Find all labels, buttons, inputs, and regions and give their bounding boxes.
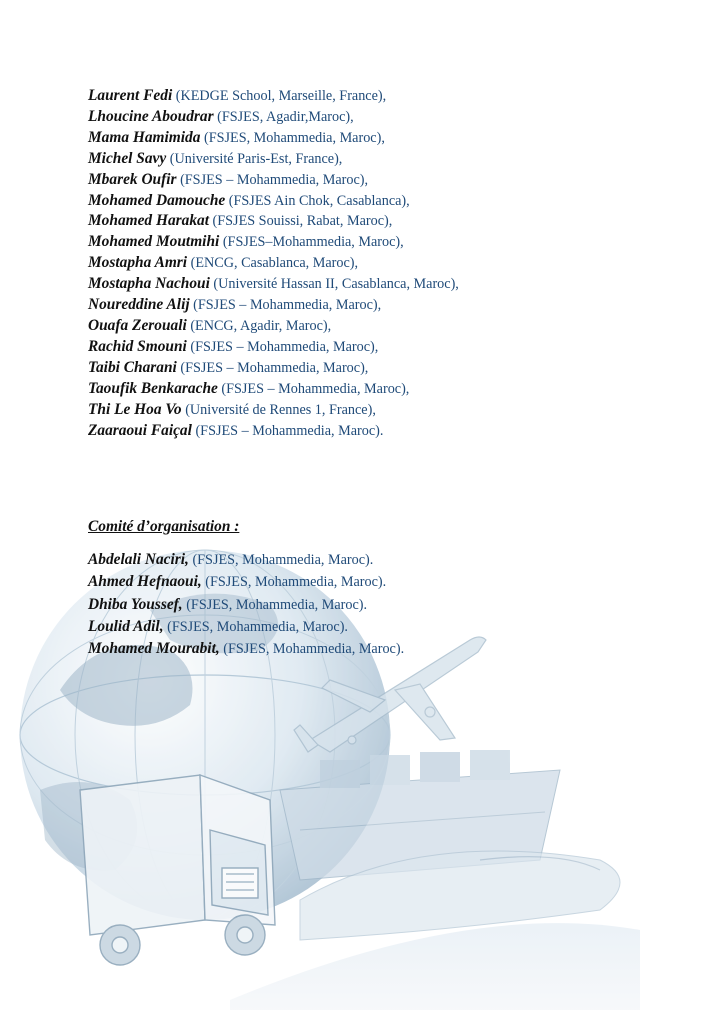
member-name: Mohamed Damouche (88, 191, 226, 209)
scientific-committee-list (88, 86, 459, 441)
member-name: Ahmed Hefnaoui, (88, 573, 202, 591)
committee-member (88, 191, 459, 212)
committee-member (88, 107, 459, 128)
member-name: Zaaraoui Faiçal (88, 421, 192, 439)
member-affiliation: (FSJES – Mohammedia, Maroc), (193, 297, 382, 314)
committee-member (88, 337, 459, 358)
member-name: Michel Savy (88, 149, 167, 167)
committee-member (88, 295, 459, 316)
member-affiliation: (Université Paris-Est, France), (169, 150, 343, 167)
member-name: Mama Hamimida (88, 128, 201, 146)
member-name: Mostapha Amri (88, 254, 188, 272)
member-name: Noureddine Alij (88, 296, 190, 314)
member-affiliation: (FSJES – Mohammedia, Maroc), (180, 171, 369, 188)
organizer-member (88, 616, 404, 638)
member-name: Mohamed Harakat (88, 212, 209, 230)
committee-member (88, 232, 459, 253)
committee-member (88, 316, 459, 337)
member-affiliation: (Université de Rennes 1, France), (185, 401, 376, 418)
member-affiliation: (FSJES, Agadir,Maroc), (217, 108, 354, 125)
member-affiliation: (FSJES – Mohammedia, Maroc), (190, 338, 379, 355)
committee-member (88, 358, 459, 379)
member-affiliation: (FSJES, Mohammedia, Maroc). (205, 574, 387, 591)
member-affiliation: (FSJES – Mohammedia, Maroc). (195, 422, 384, 439)
organizing-committee-list (88, 549, 404, 660)
member-affiliation: (FSJES–Mohammedia, Maroc), (222, 234, 404, 251)
member-name: Mohamed Moutmihi (88, 233, 220, 251)
member-affiliation: (ENCG, Agadir, Maroc), (190, 317, 332, 334)
committee-member (88, 421, 459, 442)
member-name: Dhiba Youssef, (88, 595, 183, 613)
member-affiliation: (FSJES, Mohammedia, Maroc). (186, 596, 368, 613)
committee-member (88, 149, 459, 170)
member-affiliation: (ENCG, Casablanca, Maroc), (190, 255, 359, 272)
committee-member (88, 400, 459, 421)
member-name: Mostapha Nachoui (88, 275, 210, 293)
organizer-member (88, 638, 404, 660)
member-name: Rachid Smouni (88, 337, 187, 355)
organizer-member (88, 549, 404, 571)
member-name: Mbarek Oufir (88, 170, 177, 188)
member-affiliation: (FSJES Ain Chok, Casablanca), (228, 192, 410, 209)
member-affiliation: (FSJES Souissi, Rabat, Maroc), (212, 213, 393, 230)
truck-icon (80, 775, 275, 965)
member-affiliation: (FSJES – Mohammedia, Maroc), (180, 359, 369, 376)
swoosh-decoration (230, 923, 640, 1010)
member-name: Loulid Adil, (88, 617, 164, 635)
member-affiliation: (Université Hassan II, Casablanca, Maroc), (213, 276, 459, 293)
member-affiliation: (FSJES, Mohammedia, Maroc). (167, 618, 348, 635)
member-affiliation: (KEDGE School, Marseille, France), (175, 88, 387, 104)
committee-member (88, 211, 459, 232)
committee-member (88, 170, 459, 191)
member-affiliation: (FSJES, Mohammedia, Maroc). (223, 641, 405, 658)
member-affiliation: (FSJES, Mohammedia, Maroc). (192, 552, 374, 568)
committee-member (88, 86, 459, 107)
committee-member (88, 253, 459, 274)
member-name: Mohamed Mourabit, (88, 640, 220, 658)
committee-member (88, 274, 459, 295)
member-name: Lhoucine Aboudrar (88, 107, 214, 125)
member-affiliation: (FSJES – Mohammedia, Maroc), (221, 380, 410, 397)
committee-member (88, 379, 459, 400)
organizer-member (88, 571, 404, 593)
organizer-member (88, 594, 404, 616)
member-name: Abdelali Naciri, (88, 551, 189, 568)
member-affiliation: (FSJES, Mohammedia, Maroc), (204, 129, 385, 146)
member-name: Taibi Charani (88, 358, 177, 376)
organizing-committee-heading: Comité d’organisation : (88, 518, 240, 535)
member-name: Ouafa Zerouali (88, 316, 187, 334)
member-name: Laurent Fedi (88, 87, 173, 104)
committee-member (88, 128, 459, 149)
member-name: Thi Le Hoa Vo (88, 400, 182, 418)
member-name: Taoufik Benkarache (88, 379, 218, 397)
